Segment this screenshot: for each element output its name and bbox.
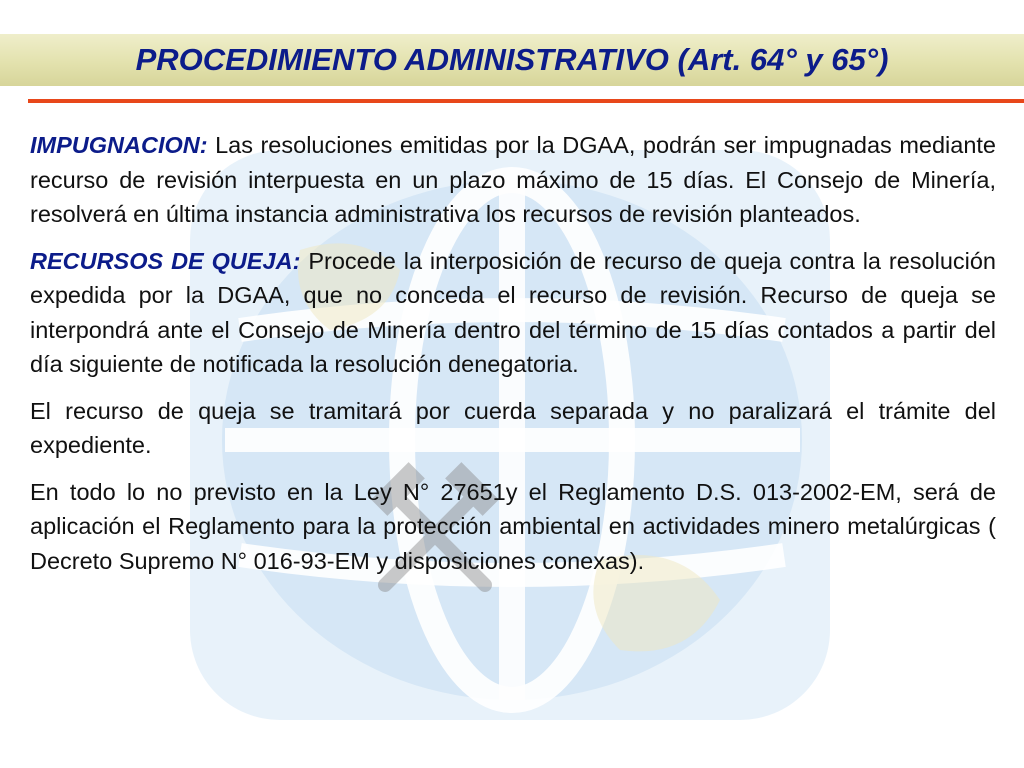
paragraph-tramite [30, 394, 996, 463]
paragraph-text: Procede la interposición de recurso de queja contra la resolución expedida por la DGAA, que no conceda el recurso de revisión. Recurso de queja se interpondrá ante el Consejo de Minería dentro del término de 15 días contados a partir del día siguiente de notificada la resolución denegatoria. [30, 247, 996, 377]
paragraph-label: IMPUGNACION: [30, 132, 208, 158]
paragraph-recursos-de-queja [30, 244, 996, 382]
paragraph-impugnacion [30, 128, 996, 232]
paragraph-text: En todo lo no previsto en la Ley N° 27651y el Reglamento D.S. 013-2002-EM, será de aplicación el Reglamento para la protección ambiental en actividades minero metalúrgicas ( Decreto Supremo N° 016-93-EM y disposiciones conexas). [30, 478, 996, 574]
paragraph-no-previsto [30, 475, 996, 579]
paragraph-text: El recurso de queja se tramitará por cuerda separada y no paralizará el trámite del expediente. [30, 397, 996, 458]
paragraph-text: Las resoluciones emitidas por la DGAA, podrán ser impugnadas mediante recurso de revisión interpuesta en un plazo máximo de 15 días. El Consejo de Minería, resolverá en última instancia administrativa los recursos de revisión planteados. [30, 132, 996, 227]
slide-title: PROCEDIMIENTO ADMINISTRATIVO (Art. 64° y 65°) [135, 42, 889, 77]
paragraph-label: RECURSOS DE QUEJA: [30, 247, 301, 274]
title-divider [28, 99, 1024, 103]
slide-body [30, 128, 996, 590]
